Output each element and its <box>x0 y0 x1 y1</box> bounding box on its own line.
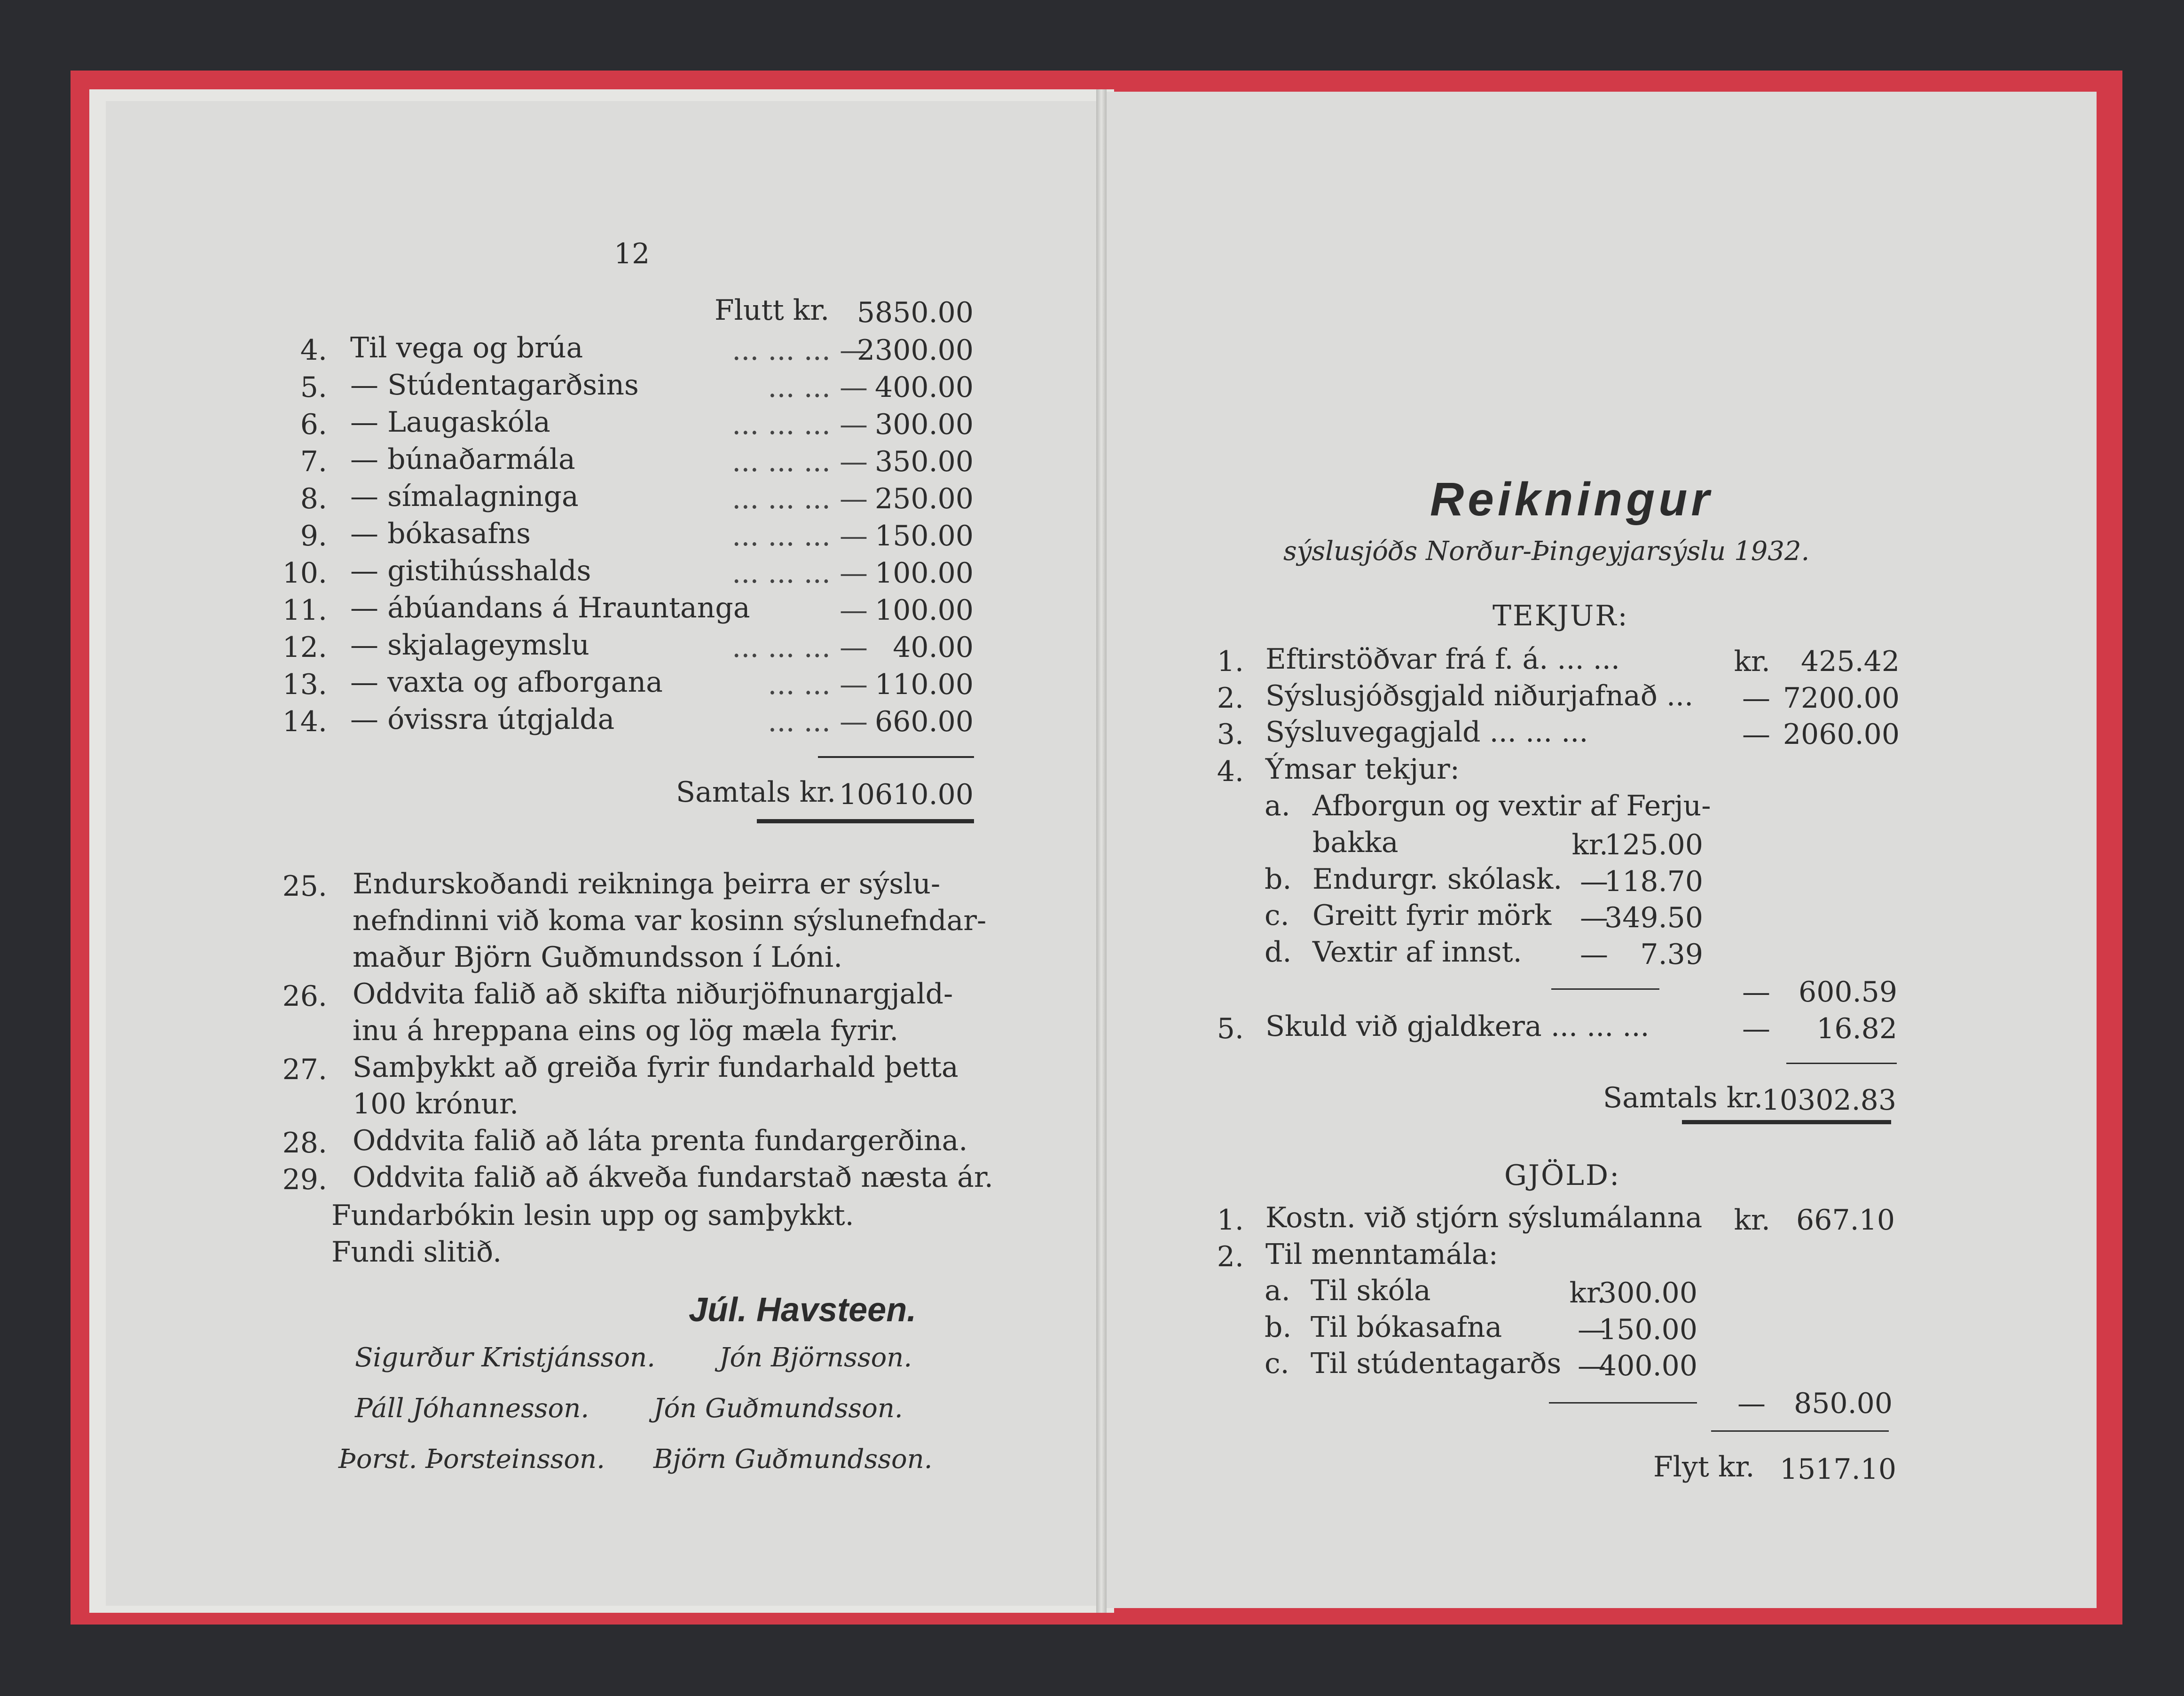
resolution-number: 26. <box>282 980 327 1013</box>
misc-income-unit: — <box>1580 865 1608 898</box>
carry-forward-label: Flyt kr. <box>1653 1451 1755 1483</box>
item-amount: 110.00 <box>875 668 974 701</box>
income-total-label: Samtals kr. <box>1603 1081 1763 1114</box>
income-amount: 425.42 <box>1801 645 1900 678</box>
income-total-rule <box>1682 1120 1891 1124</box>
item-leader: ... ... — <box>768 705 868 738</box>
income-number: 5. <box>1217 1012 1244 1045</box>
item-leader: ... ... — <box>768 668 868 701</box>
left-total-label: Samtals kr. <box>676 776 836 809</box>
item-leader: ... ... ... — <box>732 408 868 441</box>
misc-income-amount: 349.50 <box>1604 901 1703 934</box>
income-heading: TEKJUR: <box>1493 600 1629 632</box>
total-double-rule <box>757 819 974 823</box>
item-number: 10. <box>282 557 327 590</box>
education-total-unit: — <box>1737 1387 1766 1420</box>
misc-income-unit: kr. <box>1571 828 1608 861</box>
item-number: 5. <box>300 371 327 404</box>
closing-line: Fundi slitið. <box>331 1236 502 1269</box>
education-letter: c. <box>1265 1347 1289 1380</box>
item-label: — símalagninga <box>350 480 579 513</box>
misc-subtotal-rule <box>1551 988 1659 990</box>
item-label: — gistihússhalds <box>350 554 591 587</box>
item-label: — óvissra útgjalda <box>350 703 615 736</box>
income-amount: 7200.00 <box>1783 682 1900 715</box>
account-subtitle: sýslusjóðs Norður-Þingeyjarsýslu 1932. <box>1283 536 1810 567</box>
education-amount: 300.00 <box>1599 1277 1697 1309</box>
item-label: — bókasafns <box>350 517 531 550</box>
signature-name: Björn Guðmundsson. <box>653 1444 933 1475</box>
misc-income-label: Greitt fyrir mörk <box>1312 899 1552 932</box>
income-number: 1. <box>1217 645 1244 678</box>
resolution-line: Oddvita falið að láta prenta fundargerðina. <box>353 1124 968 1157</box>
item-amount: 150.00 <box>875 520 974 552</box>
resolution-number: 27. <box>282 1053 327 1086</box>
item-number: 8. <box>300 482 327 515</box>
expense-unit: kr. <box>1734 1204 1770 1237</box>
item-number: 4. <box>300 334 327 367</box>
item-label: — ábúandans á Hrauntanga <box>350 592 750 624</box>
education-label: Til stúdentagarðs <box>1311 1347 1562 1380</box>
income-label: Sýsluvegagjald ... ... ... <box>1265 716 1588 749</box>
resolution-line: Oddvita falið að skifta niðurjöfnunargjald- <box>353 978 953 1010</box>
income-unit: kr. <box>1734 645 1770 678</box>
signature-name: Jón Björnsson. <box>719 1342 912 1373</box>
resolution-number: 25. <box>282 870 327 903</box>
item-amount: 100.00 <box>875 557 974 590</box>
income-unit: — <box>1742 682 1770 715</box>
misc-income-letter: b. <box>1265 863 1292 896</box>
subtotal-rule <box>818 756 974 758</box>
expense-heading: GJÖLD: <box>1504 1159 1621 1192</box>
education-label: Til bókasafna <box>1311 1311 1502 1344</box>
education-amount: 400.00 <box>1599 1349 1697 1382</box>
expense-number: 1. <box>1217 1204 1244 1237</box>
item-leader: ... ... ... — <box>732 631 868 664</box>
income-unit: — <box>1742 718 1770 751</box>
income-number: 2. <box>1217 682 1244 715</box>
income-label: Ýmsar tekjur: <box>1265 753 1460 786</box>
education-label: Til skóla <box>1311 1274 1431 1307</box>
misc-total-amount: 600.59 <box>1799 976 1897 1009</box>
education-subtotal-rule <box>1549 1402 1697 1404</box>
signature-name: Þorst. Þorsteinsson. <box>338 1444 605 1475</box>
resolution-line: maður Björn Guðmundsson í Lóni. <box>353 941 843 974</box>
income-total-amount: 10302.83 <box>1761 1084 1896 1117</box>
misc-income-letter: a. <box>1265 789 1290 822</box>
item-leader: ... ... ... — <box>732 445 868 478</box>
income-number: 3. <box>1217 718 1244 751</box>
misc-income-unit: — <box>1580 938 1608 971</box>
misc-income-amount: 125.00 <box>1604 828 1703 861</box>
resolution-line: Endurskoðandi reikninga þeirra er sýslu- <box>353 868 941 900</box>
item-amount: 300.00 <box>875 408 974 441</box>
resolution-line: Oddvita falið að ákveða fundarstað næsta ár. <box>353 1161 994 1194</box>
account-title: Reikningur <box>1430 473 1713 526</box>
misc-income-label: bakka <box>1312 826 1398 859</box>
item-leader: ... ... ... — <box>732 482 868 515</box>
education-unit: kr. <box>1569 1277 1606 1309</box>
income-label: Sýslusjóðsgjald niðurjafnað ... <box>1265 679 1694 712</box>
closing-line: Fundarbókin lesin upp og samþykkt. <box>331 1199 854 1232</box>
expense-amount: 667.10 <box>1796 1204 1895 1237</box>
misc-income-amount: 7.39 <box>1640 938 1703 971</box>
misc-income-label: Endurgr. skólask. <box>1312 863 1563 896</box>
item-number: 14. <box>282 705 327 738</box>
misc-income-label: Afborgun og vextir af Ferju- <box>1312 789 1711 822</box>
item-amount: 2300.00 <box>856 334 974 367</box>
item-label: — Laugaskóla <box>350 406 550 439</box>
item-leader: ... ... ... — <box>732 334 868 367</box>
item-number: 9. <box>300 520 327 552</box>
page-number: 12 <box>614 237 650 270</box>
income-label: Eftirstöðvar frá f. á. ... ... <box>1265 643 1620 676</box>
item-leader: ... ... — <box>768 371 868 404</box>
item-label: — vaxta og afborgana <box>350 666 663 699</box>
carry-forward-amount: 1517.10 <box>1779 1453 1896 1486</box>
education-amount: 150.00 <box>1599 1313 1697 1346</box>
item-number: 11. <box>282 594 327 627</box>
item-amount: 350.00 <box>875 445 974 478</box>
item-label: — Stúdentagarðsins <box>350 369 639 402</box>
item-leader: ... ... ... — <box>732 520 868 552</box>
income-unit: — <box>1742 1012 1770 1045</box>
education-unit: — <box>1578 1349 1606 1382</box>
resolution-line: 100 krónur. <box>353 1088 519 1120</box>
chair-signature: Júl. Havsteen. <box>689 1291 917 1329</box>
left-total-amount: 10610.00 <box>839 778 974 811</box>
item-label: Til vega og brúa <box>350 331 583 364</box>
item-number: 7. <box>300 445 327 478</box>
item-label: — búnaðarmála <box>350 443 575 476</box>
income-amount: 16.82 <box>1816 1012 1897 1045</box>
item-amount: 100.00 <box>875 594 974 627</box>
carry-rule <box>1711 1430 1889 1432</box>
misc-income-letter: d. <box>1265 936 1292 969</box>
income-number: 4. <box>1217 755 1244 788</box>
book-spine <box>1096 89 1107 1613</box>
item-number: 12. <box>282 631 327 664</box>
income-amount: 2060.00 <box>1783 718 1900 751</box>
resolution-line: inu á hreppana eins og lög mæla fyrir. <box>353 1014 899 1047</box>
signature-name: Jón Guðmundsson. <box>653 1393 903 1424</box>
misc-income-label: Vextir af innst. <box>1312 936 1522 969</box>
resolution-line: Samþykkt að greiða fyrir fundarhald þetta <box>353 1051 958 1084</box>
item-amount: 250.00 <box>875 482 974 515</box>
education-unit: — <box>1578 1313 1606 1346</box>
carried-amount: 5850.00 <box>856 296 974 329</box>
education-letter: b. <box>1265 1311 1292 1344</box>
item-label: — skjalageymslu <box>350 629 589 662</box>
item-amount: 400.00 <box>875 371 974 404</box>
item-leader: ... ... ... — <box>732 557 868 590</box>
resolution-number: 29. <box>282 1163 327 1196</box>
item-number: 6. <box>300 408 327 441</box>
signature-name: Páll Jóhannesson. <box>355 1393 589 1424</box>
education-letter: a. <box>1265 1274 1290 1307</box>
expense-label: Til menntamála: <box>1265 1238 1498 1271</box>
resolution-line: nefndinni við koma var kosinn sýslunefndar- <box>353 904 987 937</box>
misc-income-unit: — <box>1580 901 1608 934</box>
item-leader: — <box>840 594 868 627</box>
income-subtotal-rule <box>1786 1063 1897 1064</box>
expense-label: Kostn. við stjórn sýslumálanna <box>1265 1201 1703 1234</box>
item-amount: 40.00 <box>893 631 974 664</box>
expense-number: 2. <box>1217 1240 1244 1273</box>
item-amount: 660.00 <box>875 705 974 738</box>
carried-label: Flutt kr. <box>715 294 830 327</box>
resolution-number: 28. <box>282 1127 327 1160</box>
signature-name: Sigurður Kristjánsson. <box>355 1342 655 1373</box>
misc-income-letter: c. <box>1265 899 1289 932</box>
income-label: Skuld við gjaldkera ... ... ... <box>1265 1010 1650 1043</box>
item-number: 13. <box>282 668 327 701</box>
misc-total-unit: — <box>1742 976 1770 1009</box>
misc-income-amount: 118.70 <box>1604 865 1703 898</box>
education-total-amount: 850.00 <box>1794 1387 1893 1420</box>
